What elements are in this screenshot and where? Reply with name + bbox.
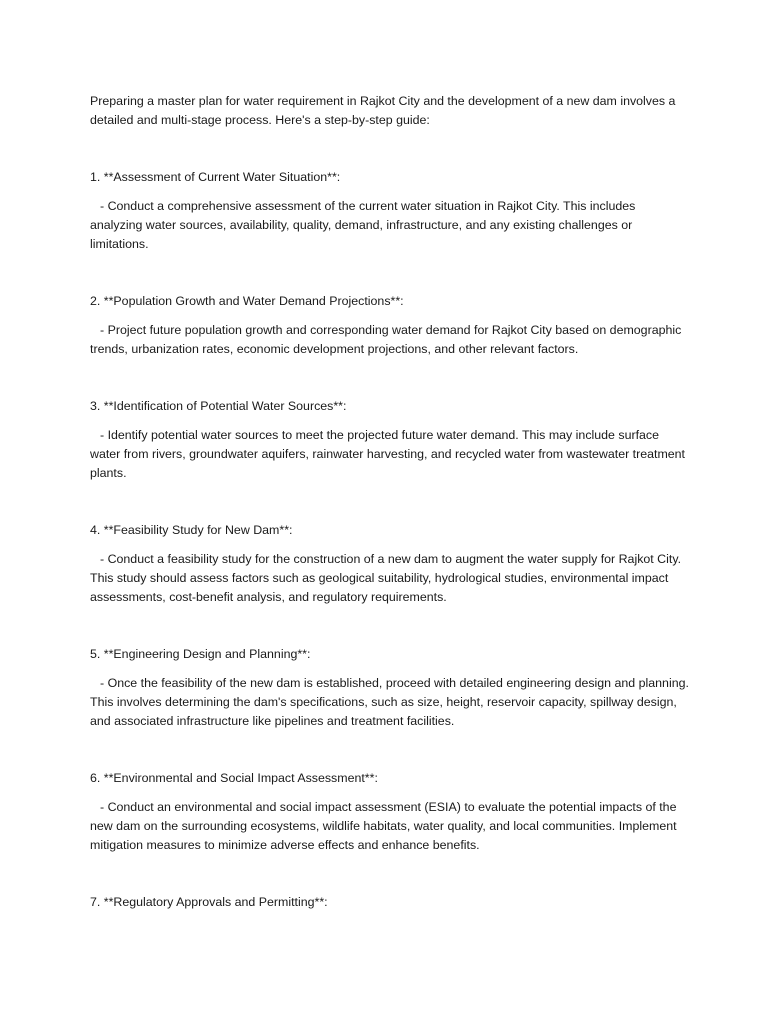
step-3-heading: 3. **Identification of Potential Water Sources**:: [90, 399, 347, 413]
step-1-body: - Conduct a comprehensive assessment of the current water situation in Rajkot City. This includes analyzing water sources, availability, quality, demand, infrastructure, and any existing challenges or limitations.: [90, 199, 636, 251]
step-4-heading: 4. **Feasibility Study for New Dam**:: [90, 523, 293, 537]
step-6-heading: 6. **Environmental and Social Impact Assessment**:: [90, 771, 378, 785]
step-6-body: - Conduct an environmental and social impact assessment (ESIA) to evaluate the potential impacts of the new dam on the surrounding ecosystems, wildlife habitats, water quality, and local communities. Implement mitigation measures to minimize adverse effects and enhance benefits.: [90, 800, 677, 852]
step-5-heading: 5. **Engineering Design and Planning**:: [90, 647, 311, 661]
intro-paragraph: Preparing a master plan for water requirement in Rajkot City and the development of a new dam involves a detailed and multi-stage process. Here's a step-by-step guide:: [90, 94, 676, 127]
step-7-heading: 7. **Regulatory Approvals and Permitting**:: [90, 895, 328, 909]
step-2-heading: 2. **Population Growth and Water Demand Projections**:: [90, 294, 404, 308]
step-4-body: - Conduct a feasibility study for the construction of a new dam to augment the water supply for Rajkot City. This study should assess factors such as geological suitability, hydrological studies, environmental impact assessments, cost-benefit analysis, and regulatory requirements.: [90, 552, 682, 604]
step-5-body: - Once the feasibility of the new dam is established, proceed with detailed engineering design and planning. This involves determining the dam's specifications, such as size, height, reservoir capacity, spillway design, and associated infrastructure like pipelines and treatment facilities.: [90, 676, 689, 728]
step-1-heading: 1. **Assessment of Current Water Situation**:: [90, 170, 341, 184]
step-3-body: - Identify potential water sources to meet the projected future water demand. This may include surface water from rivers, groundwater aquifers, rainwater harvesting, and recycled water from wastewater treatment plants.: [90, 428, 685, 480]
step-2-body: - Project future population growth and corresponding water demand for Rajkot City based on demographic trends, urbanization rates, economic development projections, and other relevant factors.: [90, 323, 682, 356]
document-body: [90, 92, 690, 922]
